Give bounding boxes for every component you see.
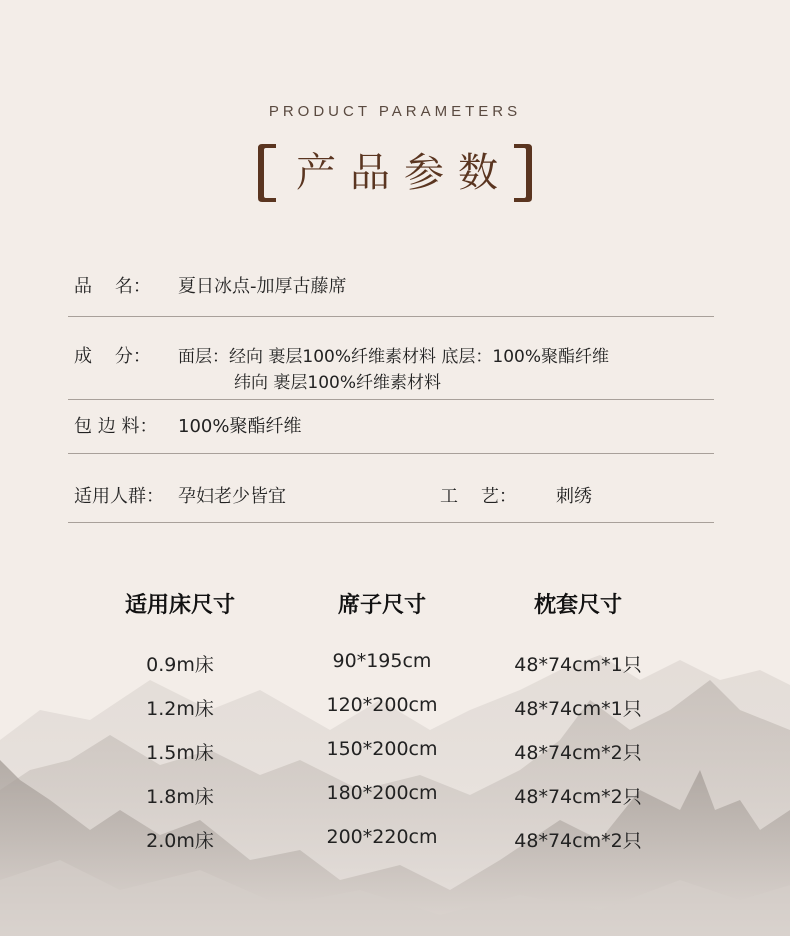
left-bracket-icon (250, 142, 278, 204)
table-cell: 48*74cm*2只 (514, 742, 642, 764)
table-cell: 90*195cm (332, 650, 432, 672)
param-value: 夏日冰点-加厚古藤席 (178, 276, 347, 297)
page-title: 产品参数 (296, 150, 512, 196)
table-cell: 2.0m床 (146, 830, 214, 852)
table-header-pillow-size: 枕套尺寸 (533, 593, 622, 618)
param-value: 孕妇老少皆宜 (178, 486, 286, 507)
section-subtitle: PRODUCT PARAMETERS (268, 103, 522, 120)
table-header-mat-size: 席子尺寸 (337, 593, 426, 618)
table-cell: 150*200cm (326, 738, 438, 760)
table-cell: 48*74cm*1只 (514, 654, 642, 676)
divider (68, 522, 714, 523)
param-label: 包 边 料： (74, 416, 158, 437)
param-label: 适用人群： (74, 486, 164, 507)
divider (68, 453, 714, 454)
param-label: 品 名： (74, 276, 151, 297)
param-row-composition (74, 342, 714, 392)
param-row-audience (74, 482, 714, 506)
section-heading (0, 142, 790, 204)
table-header-bed-size: 适用床尺寸 (124, 593, 235, 618)
param-value-craft: 刺绣 (556, 486, 592, 507)
param-row-edging (74, 412, 714, 436)
table-cell: 1.2m床 (146, 698, 214, 720)
table-cell: 120*200cm (326, 694, 438, 716)
param-value-line2: 纬向 裹层100%纤维素材料 (234, 373, 442, 393)
param-value-line1: 面层：经向 裹层100%纤维素材料 底层：100%聚酯纤维 (178, 347, 610, 367)
divider (68, 316, 714, 317)
table-cell: 1.8m床 (146, 786, 214, 808)
param-row-name (74, 272, 714, 296)
table-cell: 180*200cm (326, 782, 438, 804)
table-cell: 48*74cm*1只 (514, 698, 642, 720)
param-value: 100%聚酯纤维 (178, 416, 302, 437)
table-cell: 48*74cm*2只 (514, 786, 642, 808)
divider (68, 399, 714, 400)
table-cell: 0.9m床 (146, 654, 214, 676)
param-label-craft: 工 艺： (440, 486, 517, 507)
table-cell: 200*220cm (326, 826, 438, 848)
table-cell: 1.5m床 (146, 742, 214, 764)
right-bracket-icon (512, 142, 540, 204)
table-cell: 48*74cm*2只 (514, 830, 642, 852)
param-label: 成 分： (74, 346, 151, 367)
